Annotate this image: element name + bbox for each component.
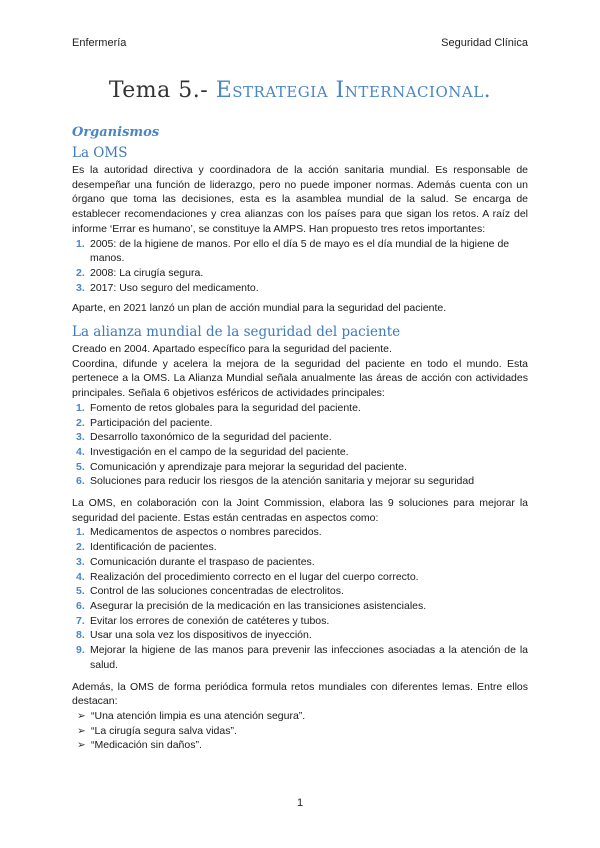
list-number: 1. bbox=[76, 237, 85, 250]
document-body bbox=[72, 124, 528, 753]
joint-commission-paragraph: La OMS, en colaboración con la Joint Commission, elabora las 9 soluciones para mejorar la seguridad del paciente. Estas están centradas en aspectos como: bbox=[72, 497, 528, 524]
lemas-list bbox=[72, 709, 528, 753]
list-item-text: Comunicación durante el traspaso de pacientes. bbox=[90, 555, 315, 568]
section-heading-organismos: Organismos bbox=[72, 125, 160, 140]
list-item-text: Mejorar la higiene de las manos para prevenir las infecciones asociadas a la atención de la salud. bbox=[90, 644, 528, 671]
header-topic: Seguridad Clínica bbox=[441, 37, 528, 49]
list-number: 9. bbox=[76, 644, 85, 657]
oms-after-paragraph: Aparte, en 2021 lanzó un plan de acción mundial para la seguridad del paciente. bbox=[72, 302, 447, 315]
list-item-text: 2017: Uso seguro del medicamento. bbox=[90, 281, 259, 294]
retos-mundiales-paragraph: Además, la OMS de forma periódica formula retos mundiales con diferentes lemas. Entre ellos destacan: bbox=[72, 680, 528, 708]
list-item-text: Medicamentos de aspectos o nombres parecidos. bbox=[90, 526, 322, 539]
list-item-text: “Una atención limpia es una atención segura”. bbox=[91, 709, 306, 722]
list-number: 6. bbox=[76, 475, 85, 488]
list-item bbox=[72, 540, 528, 555]
list-item bbox=[72, 584, 528, 599]
subheading-oms: La OMS bbox=[72, 145, 128, 161]
list-item-text: Realización del procedimiento correcto en el lugar del cuerpo correcto. bbox=[90, 570, 419, 583]
list-number: 7. bbox=[76, 614, 85, 627]
list-item-text: 2008: La cirugía segura. bbox=[90, 266, 204, 279]
alianza-objetivos-list bbox=[72, 401, 528, 489]
list-number: 1. bbox=[76, 526, 85, 539]
oms-paragraph: Es la autoridad directiva y coordinadora de la acción sanitaria mundial. Es responsable de desempeñar una función de liderazgo, pero no puede imponer normas. Además cuenta con un órgano que toma las decisiones, esta es la asamblea mundial de la salud. Se encarga de establecer recomendaciones y crea alianzas con los países para que sigan los retos. A raíz del informe ‘Errar es humano’, se constituye la AMPS. Han propuesto tres retos importantes: bbox=[72, 164, 528, 235]
list-number: 3. bbox=[76, 555, 85, 568]
list-item bbox=[72, 525, 528, 540]
soluciones-list bbox=[72, 525, 528, 672]
list-number: 2. bbox=[76, 541, 85, 554]
page-number: 1 bbox=[296, 797, 304, 809]
list-number: 3. bbox=[76, 281, 85, 294]
list-item-text: Desarrollo taxonómico de la seguridad del paciente. bbox=[90, 431, 332, 444]
list-number: 5. bbox=[76, 460, 85, 473]
list-item bbox=[72, 628, 528, 643]
list-number: 3. bbox=[76, 431, 85, 444]
alianza-created: Creado en 2004. Apartado específico para la seguridad del paciente. bbox=[72, 343, 392, 356]
list-number: 1. bbox=[76, 401, 85, 414]
list-number: 5. bbox=[76, 585, 85, 598]
list-number: 8. bbox=[76, 629, 85, 642]
page-header bbox=[72, 37, 528, 49]
list-item-text: 2005: de la higiene de manos. Por ello el día 5 de mayo es el día mundial de la higiene de manos. bbox=[90, 237, 510, 265]
list-number: 4. bbox=[76, 570, 85, 583]
list-item bbox=[72, 474, 528, 489]
list-item-text: Asegurar la precisión de la medicación en las transiciones asistenciales. bbox=[90, 599, 427, 612]
list-item bbox=[72, 738, 528, 753]
list-item bbox=[72, 266, 528, 281]
subheading-alianza: La alianza mundial de la seguridad del paciente bbox=[72, 324, 401, 341]
alianza-paragraph: Coordina, difunde y acelera la mejora de la seguridad del paciente en todo el mundo. Esta pertenece a la OMS. La Alianza Mundial señala anualmente las áreas de acción con actividades principales. Señala 6 objetivos esféricos de actividades principales: bbox=[72, 357, 528, 400]
list-item bbox=[72, 237, 528, 266]
list-item-text: “Medicación sin daños”. bbox=[91, 739, 202, 752]
list-item-text: Investigación en el campo de la seguridad del paciente. bbox=[90, 445, 349, 458]
list-item bbox=[72, 643, 528, 672]
list-number: 2. bbox=[76, 416, 85, 429]
title-number: Tema 5.- bbox=[108, 78, 209, 103]
arrow-bullet-icon: ➢ bbox=[77, 709, 86, 722]
arrow-bullet-icon: ➢ bbox=[77, 724, 86, 737]
header-subject: Enfermería bbox=[72, 37, 127, 49]
list-item bbox=[72, 416, 528, 431]
list-item-text: Participación del paciente. bbox=[90, 416, 213, 429]
list-item bbox=[72, 401, 528, 416]
list-item-text: “La cirugía segura salva vidas”. bbox=[91, 724, 237, 737]
list-item bbox=[72, 555, 528, 570]
list-item-text: Fomento de retos globales para la seguridad del paciente. bbox=[90, 401, 361, 414]
list-item bbox=[72, 281, 528, 296]
list-item bbox=[72, 445, 528, 460]
list-item-text: Identificación de pacientes. bbox=[90, 541, 217, 554]
list-item-text: Usar una sola vez los dispositivos de inyección. bbox=[90, 629, 312, 642]
list-item bbox=[72, 460, 528, 475]
list-item bbox=[72, 614, 528, 629]
oms-retos-list bbox=[72, 237, 528, 296]
list-item-text: Soluciones para reducir los riesgos de la atención sanitaria y mejorar su seguridad bbox=[90, 475, 475, 488]
list-item bbox=[72, 724, 528, 739]
list-number: 4. bbox=[76, 445, 85, 458]
title-name: Estrategia Internacional. bbox=[208, 78, 492, 103]
list-item bbox=[72, 709, 528, 724]
list-item bbox=[72, 599, 528, 614]
page-title bbox=[0, 78, 600, 103]
list-item bbox=[72, 570, 528, 585]
list-number: 6. bbox=[76, 599, 85, 612]
list-item-text: Control de las soluciones concentradas de electrolitos. bbox=[90, 585, 344, 598]
list-item bbox=[72, 430, 528, 445]
list-item-text: Evitar los errores de conexión de catéteres y tubos. bbox=[90, 614, 330, 627]
list-item-text: Comunicación y aprendizaje para mejorar la seguridad del paciente. bbox=[90, 460, 407, 473]
list-number: 2. bbox=[76, 266, 85, 279]
arrow-bullet-icon: ➢ bbox=[77, 739, 86, 752]
